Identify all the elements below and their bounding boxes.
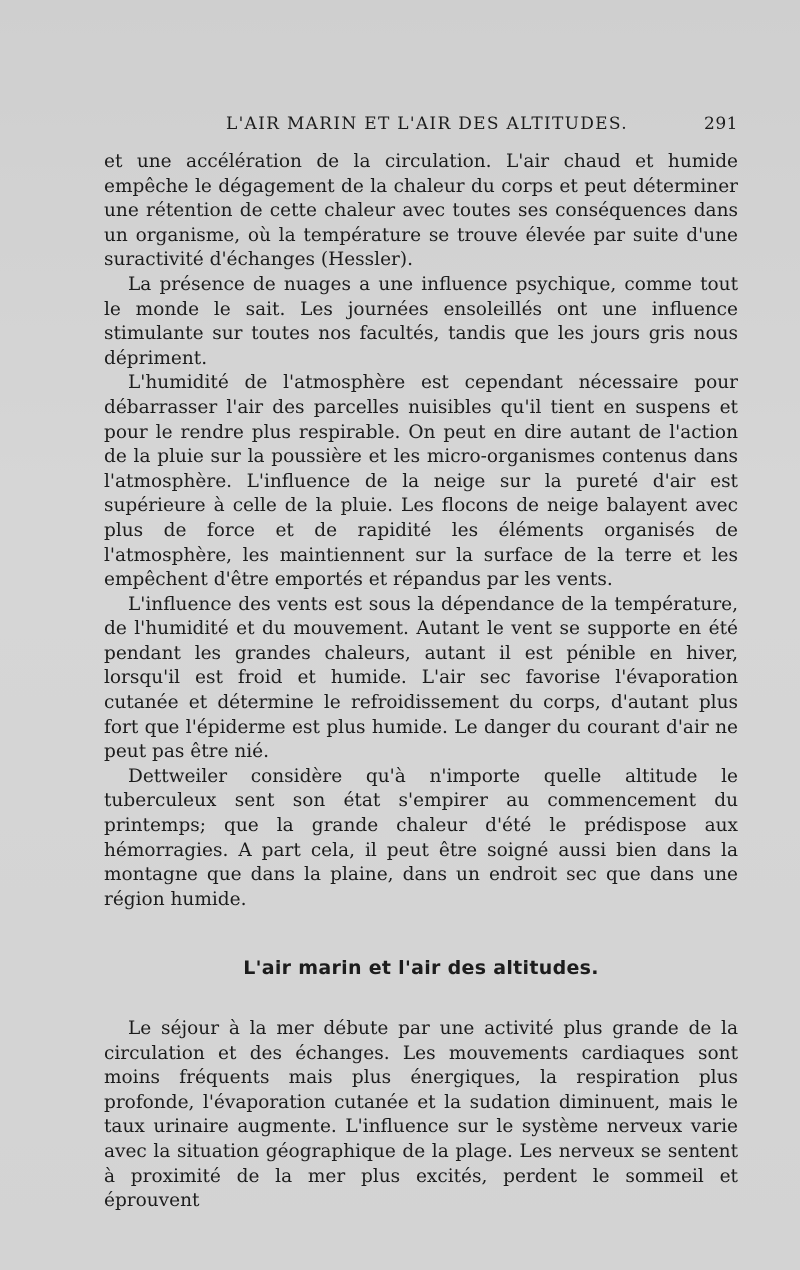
section-heading: L'air marin et l'air des altitudes. [243, 957, 599, 979]
section-text [104, 1017, 738, 1214]
paragraph: La présence de nuages a une influence psychique, comme tout le monde le sait. Les journées ensoleillés ont une influence stimulante sur toutes nos facultés, tandis que les jours gris nous dépriment. [104, 273, 738, 369]
main-text [104, 150, 738, 912]
running-title: L'AIR MARIN ET L'AIR DES ALTITUDES. [226, 114, 628, 134]
paragraph: L'influence des vents est sous la dépendance de la température, de l'humidité et du mouvement. Autant le vent se supporte en été pendant les grandes chaleurs, autant il est pénible en hiver, lorsqu'il est froid et humide. L'air sec favorise l'évaporation cutanée et détermine le refroidissement du corps, d'autant plus fort que l'épiderme est plus humide. Le danger du courant d'air ne peut pas être nié. [104, 593, 738, 763]
paragraph: L'humidité de l'atmosphère est cependant nécessaire pour débarrasser l'air des parcelles nuisibles qu'il tient en suspens et pour le rendre plus respirable. On peut en dire autant de l'action de la pluie sur la poussière et les micro-organismes contenus dans l'atmosphère. L'influence de la neige sur la pureté d'air est supérieure à celle de la pluie. Les flocons de neige balayent avec plus de force et de rapidité les éléments organisés de l'atmosphère, les maintiennent sur la surface de la terre et les empêchent d'être emportés et répandus par les vents. [104, 372, 738, 591]
page-number: 291 [704, 114, 738, 134]
paragraph-continuation: et une accélération de la circulation. L'air chaud et humide empêche le dégagement de la chaleur du corps et peut déterminer une rétention de cette chaleur avec toutes ses conséquences dans un organisme, où la température se trouve élevée par suite d'une suractivité d'échanges (Hessler). [104, 151, 738, 271]
paragraph: Le séjour à la mer débute par une activité plus grande de la circulation et des échanges. Les mouvements cardiaques sont moins fréquents mais plus énergiques, la respiration plus profonde, l'évaporation cutanée et la sudation diminuent, mais le taux urinaire augmente. L'influence sur le système nerveux varie avec la situation géographique de la plage. Les nerveux se sentent à proximité de la mer plus excités, perdent le sommeil et éprouvent [104, 1018, 738, 1212]
paragraph: Dettweiler considère qu'à n'importe quelle altitude le tuberculeux sent son état s'empirer au commencement du printemps; que la grande chaleur d'été le prédispose aux hémorragies. A part cela, il peut être soigné aussi bien dans la montagne que dans la plaine, dans un endroit sec que dans une région humide. [104, 765, 738, 910]
